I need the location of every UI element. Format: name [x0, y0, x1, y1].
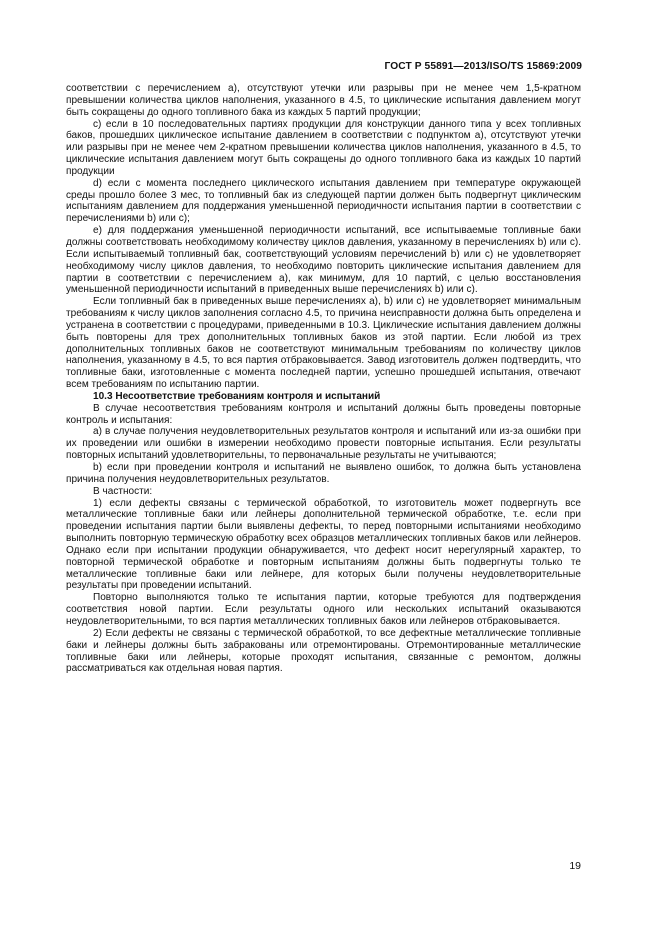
paragraph-item-d: d) если с момента последнего циклического испытания давлением при температуре окружающей среды прошло более 3 мес, то топливный бак из следующей партии должен быть подвергнут циклическим испытаниям давлением для поддержания уменьшенной периодичности испытания партии в соответствии с перечислениями b) или с); [66, 177, 581, 225]
paragraph-item-2: 2) Если дефекты не связаны с термической обработкой, то все дефектные металлические топливные баки и лейнеры должны быть забракованы или отремонтированы. Отремонтированные металлические топливные баки или лейнеры, которые проходят испытания, связанные с ремонтом, должны рассматриваться как отдельная новая партия. [66, 627, 581, 675]
document-body [66, 83, 581, 675]
paragraph-intro: В случае несоответствия требованиям контроля и испытаний должны быть проведены повторные контроль и испытания: [66, 402, 581, 426]
paragraph-retest: Повторно выполняются только те испытания партии, которые требуются для подтверждения соответствия новой партии. Если результаты одного или нескольких испытаний оказываются неудовлетворительными, то вся партия металлических топливных баков или лейнеров отбраковывается. [66, 592, 581, 627]
paragraph-in-particular: В частности: [93, 485, 153, 497]
paragraph-failure-procedure: Если топливный бак в приведенных выше перечислениях а), b) или с) не удовлетворяет минимальным требованиям к числу циклов заполнения согласно 4.5, то причина неисправности должна быть определена и устранена в соответствии с процедурами, приведенными в 10.3. Циклические испытания давлением должны быть повторены для трех дополнительных топливных баков из этой партии. Если любой из трех дополнительных топливных баков не соответствуют минимальным требованиям по количеству циклов наполнения, указанному в 4.5, то вся партия отбраковывается. Завод изготовитель должен подтвердить, что топливные баки, изготовленные с момента последней партии, успешно прошедшей испытания, отвечают всем требованиям по испытанию партии. [66, 296, 581, 391]
paragraph-item-1: 1) если дефекты связаны с термической обработкой, то изготовитель может подвергнуть все металлические топливные баки или лейнеры дополнительной термической обработке, т.е. если при проведении испытания партии были выявлены дефекты, то перед повторными испытаниями необходимо выполнить повторную термическую обработку всех образцов металлических топливных баков или лейнеров. Однако если при испытании продукции обнаруживается, что дефект носит нерегулярный характер, то повторной термической обработке и повторным испытаниям должны быть подвергнуты только те металлические топливные баки или лейнере, для которых были получены неудовлетворительные результаты при проведении испытаний. [66, 497, 581, 592]
paragraph-continuation: соответствии с перечислением а), отсутствуют утечки или разрывы при не менее чем 1,5-кратном превышении количества циклов наполнения, указанного в 4.5, то циклические испытания давлением могут быть сокращены до одного топливного бака из каждых 5 партий продукции; [66, 83, 581, 118]
paragraph-item-b: b) если при проведении контроля и испытаний не выявлено ошибок, то должна быть установлена причина получения неудовлетворительных результатов. [66, 462, 581, 485]
paragraph-item-e: е) для поддержания уменьшенной периодичности испытаний, все испытываемые топливные баки должны соответствовать необходимому количеству циклов давления, указанному в перечислениях b) или с). Если испытываемый топливный бак, соответствующий условиям перечислений b) или с) не удовлетворяет необходимому числу циклов давления, то необходимо повторить циклические испытания давлением для партии в соответствии с перечислением а), как минимум, для 10 партий, с целью восстановления уменьшенной периодичности испытаний в приведенных выше перечислениях b) или с). [66, 225, 581, 296]
paragraph-item-a: а) в случае получения неудовлетворительных результатов контроля и испытаний или из-за ошибки при их проведении или ошибки в измерении необходимо провести повторные испытания. Если результаты повторных испытаний удовлетворительны, то первоначальные результаты не учитываются; [66, 426, 581, 462]
page-number: 19 [569, 860, 581, 872]
document-header: ГОСТ Р 55891—2013/ISO/TS 15869:2009 [384, 61, 582, 72]
section-heading-10-3: 10.3 Несоответствие требованиям контроля и испытаний [93, 390, 381, 402]
paragraph-item-c: с) если в 10 последовательных партиях продукции для конструкции данного типа у всех топливных баков, прошедших циклическое испытание давлением в соответствии с подпунктом а), отсутствуют утечки или разрывы при не менее чем 2-кратном превышении количества циклов наполнения, указанного в 4.5, то циклические испытания давлением могут быть сокращены до одного топливного бака из каждых 10 партий продукции [66, 118, 581, 177]
